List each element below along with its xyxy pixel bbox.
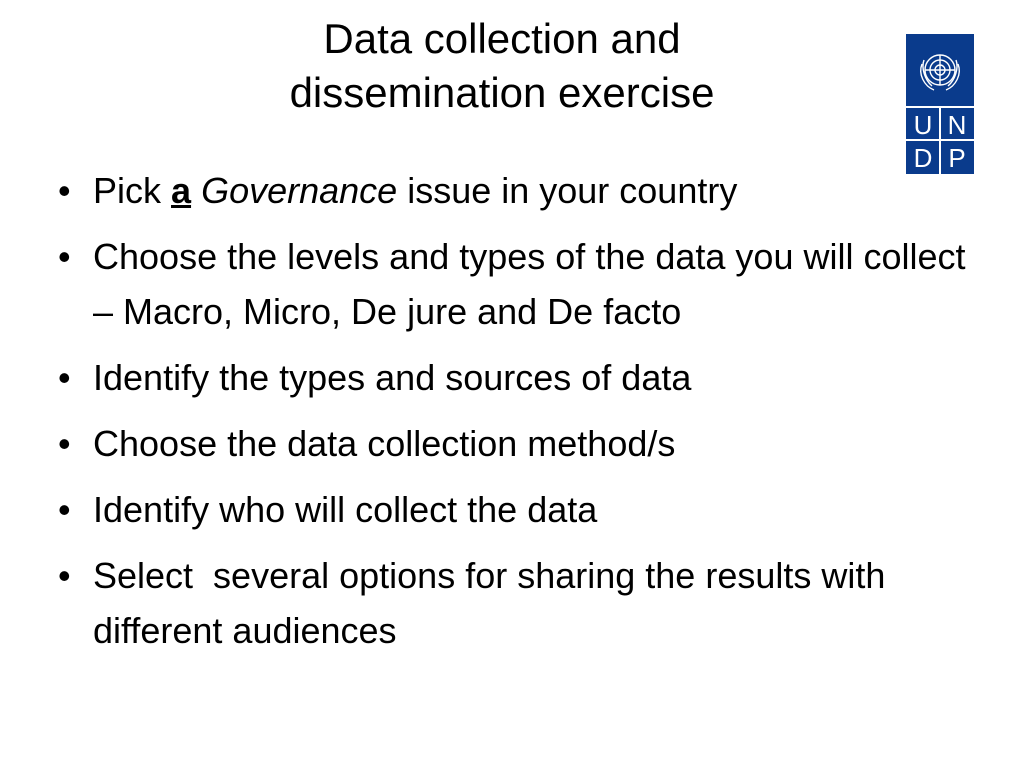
bullet-item [58,416,978,471]
bullet-item [58,548,978,658]
title-line-2: dissemination exercise [289,69,715,116]
logo-letter-n: N [947,110,967,140]
bullet-icon: • [58,357,71,398]
bullet-text: Identify the types and sources of data [93,357,692,398]
bullet-text-rest: issue in your country [397,170,738,211]
bullet-item [58,482,978,537]
logo-letter-p: P [948,143,966,173]
bullet-icon: • [58,555,71,596]
bullet-text-italic: Governance [201,170,398,211]
title-line-1: Data collection and [323,15,681,62]
bullet-icon: • [58,170,71,211]
bullet-list [58,163,978,669]
logo-letter-d: D [913,143,933,173]
bullet-icon: • [58,236,71,277]
bullet-text-space [191,170,201,211]
bullet-item [58,229,978,339]
bullet-text-emphasis: a [171,170,192,211]
bullet-item [58,350,978,405]
bullet-item [58,163,978,218]
bullet-text: Choose the levels and types of the data you will collect – Macro, Micro, De jure and De facto [93,236,966,332]
logo-letter-u: U [913,110,933,140]
bullet-text: Select several options for sharing the results with different audiences [93,555,896,651]
bullet-icon: • [58,489,71,530]
undp-logo [906,34,974,174]
bullet-text: Identify who will collect the data [93,489,598,530]
bullet-icon: • [58,423,71,464]
bullet-text: Choose the data collection method/s [93,423,676,464]
bullet-text: Pick [93,170,172,211]
slide-title [150,12,854,120]
